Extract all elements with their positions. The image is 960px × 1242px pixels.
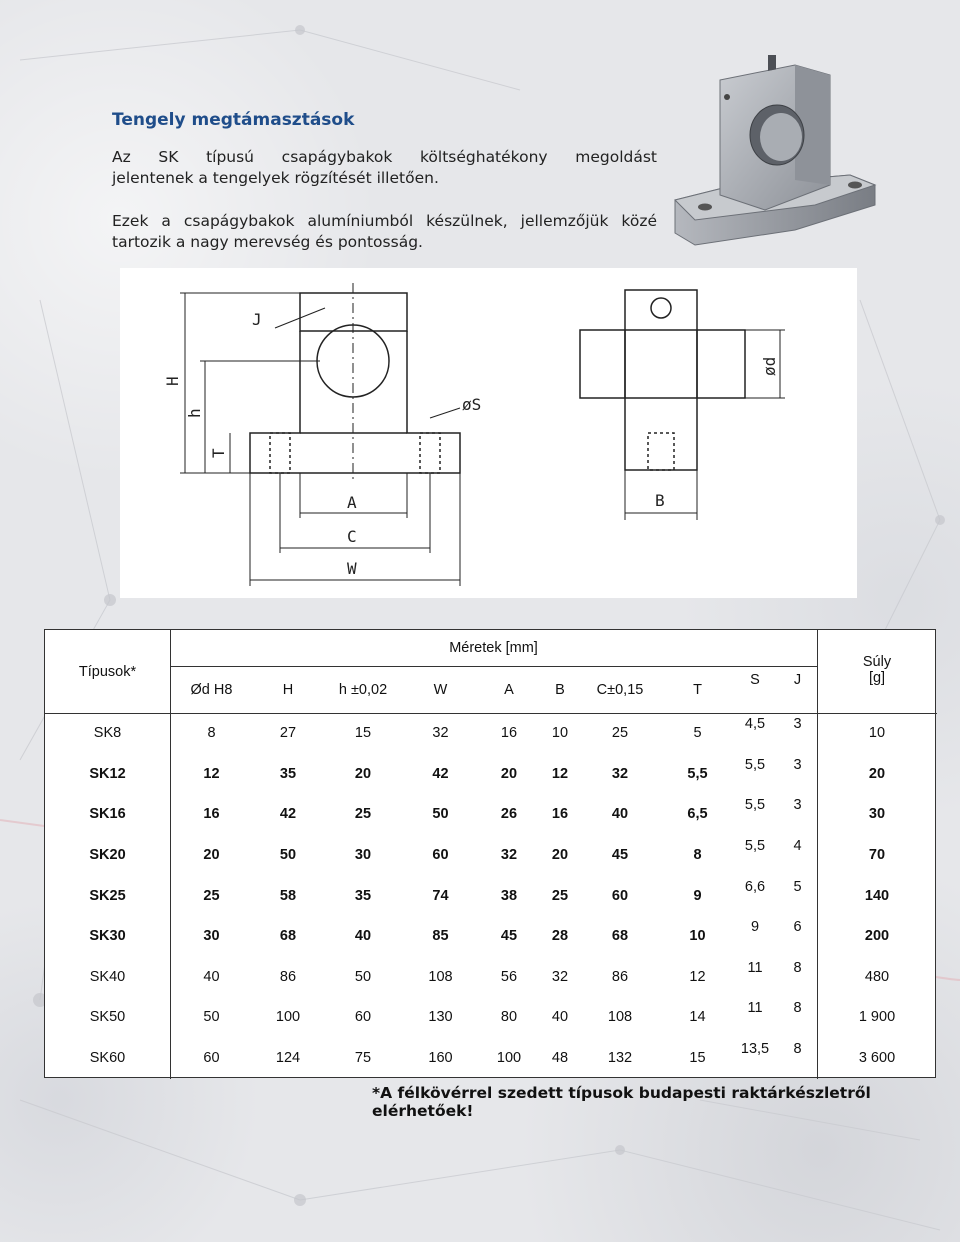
table-cell: 5,5 xyxy=(744,797,766,814)
table-cell: 14 xyxy=(689,1009,706,1026)
label-A: A xyxy=(347,493,357,512)
table-cell: 45 xyxy=(500,928,518,945)
table-cell: 8 xyxy=(207,725,216,742)
table-cell: 9 xyxy=(750,919,760,936)
table-cell: 48 xyxy=(551,1050,569,1067)
table-cell-weight: 20 xyxy=(868,765,886,782)
table-cell: 108 xyxy=(428,968,453,985)
table-cell: 13,5 xyxy=(740,1041,770,1058)
table-cell: 5,5 xyxy=(687,765,708,782)
column-header: H xyxy=(282,682,294,698)
intro-paragraph-2: Ezek a csapágybakok alumíniumból készülnek, jellemzőjük közé tartozik a nagy merevség és pontosság. xyxy=(112,212,657,251)
table-cell: 40 xyxy=(354,928,372,945)
table-cell: 50 xyxy=(432,806,449,823)
table-cell: 5,5 xyxy=(744,838,766,855)
table-cell: 15 xyxy=(354,725,372,742)
table-cell-type: SK60 xyxy=(89,1050,126,1067)
table-cell: 100 xyxy=(275,1009,301,1026)
table-cell: 20 xyxy=(551,847,569,864)
table-cell: 32 xyxy=(611,765,629,782)
table-cell-type: SK50 xyxy=(89,1009,126,1026)
table-cell: 60 xyxy=(611,887,629,904)
table-cell: 124 xyxy=(275,1050,301,1067)
table-cell: 40 xyxy=(551,1009,569,1026)
table-cell: 60 xyxy=(203,1050,220,1067)
table-cell: 50 xyxy=(354,968,372,985)
label-d: ød xyxy=(760,356,779,376)
table-cell: 6 xyxy=(793,919,802,936)
label-J: J xyxy=(252,310,262,329)
table-cell: 20 xyxy=(354,765,372,782)
intro-paragraph-1 xyxy=(112,147,657,189)
table-cell: 30 xyxy=(203,928,220,945)
header-weight xyxy=(817,640,937,700)
table-cell-weight: 480 xyxy=(864,968,890,985)
table-cell: 5 xyxy=(793,878,802,895)
table-cell: 108 xyxy=(607,1009,633,1026)
table-cell: 35 xyxy=(354,887,372,904)
intro-paragraph-1-line-1: Az SK típusú csapágybakok költséghatékony megoldást xyxy=(112,148,657,166)
table-cell: 28 xyxy=(551,928,569,945)
table-cell: 16 xyxy=(500,725,518,742)
table-cell: 6,5 xyxy=(687,806,708,823)
table-cell: 32 xyxy=(432,725,449,742)
table-cell-type: SK16 xyxy=(89,806,126,823)
table-cell: 75 xyxy=(354,1050,372,1067)
table-cell: 20 xyxy=(500,765,518,782)
label-T: T xyxy=(209,448,228,458)
column-header: W xyxy=(433,682,448,698)
footnote: *A félkövérrel szedett típusok budapesti raktárkészletről elérhetőek! xyxy=(372,1084,871,1120)
table-cell: 56 xyxy=(500,968,518,985)
table-cell: 8 xyxy=(793,1000,802,1017)
table-cell: 6,6 xyxy=(744,878,766,895)
table-cell: 25 xyxy=(611,725,629,742)
table-cell: 58 xyxy=(279,887,297,904)
table-cell: 86 xyxy=(279,968,297,985)
table-cell: 132 xyxy=(607,1050,633,1067)
column-header: A xyxy=(504,682,514,698)
table-cell-weight: 200 xyxy=(864,928,890,945)
table-cell: 3 xyxy=(793,797,802,814)
table-cell-weight: 140 xyxy=(864,887,890,904)
table-cell: 12 xyxy=(689,968,706,985)
table-cell: 60 xyxy=(432,847,449,864)
table-cell-type: SK30 xyxy=(89,928,126,945)
table-cell-weight: 30 xyxy=(868,806,886,823)
table-cell: 26 xyxy=(500,806,518,823)
table-cell: 15 xyxy=(689,1050,706,1067)
table-cell-weight: 3 600 xyxy=(858,1050,896,1067)
table-cell: 130 xyxy=(428,1009,453,1026)
table-cell: 4 xyxy=(793,838,802,855)
table-cell-type: SK12 xyxy=(89,765,126,782)
table-cell-weight: 70 xyxy=(868,847,886,864)
table-cell: 8 xyxy=(793,1041,802,1058)
table-cell: 12 xyxy=(551,765,569,782)
table-cell: 32 xyxy=(500,847,518,864)
header-weight-line-1: Súly xyxy=(862,654,892,670)
table-cell: 10 xyxy=(551,725,569,742)
table-cell: 3 xyxy=(793,716,802,733)
table-cell: 12 xyxy=(203,765,220,782)
table-cell-type: SK40 xyxy=(89,968,126,985)
header-types: Típusok* xyxy=(78,663,137,680)
table-cell: 8 xyxy=(793,959,802,976)
table-cell: 86 xyxy=(611,968,629,985)
table-cell: 5 xyxy=(693,725,702,742)
label-H: H xyxy=(163,376,182,386)
shaft-support-product-image xyxy=(665,55,890,255)
dimensions-table xyxy=(44,629,936,1078)
table-cell: 8 xyxy=(693,847,702,864)
table-cell: 4,5 xyxy=(744,716,766,733)
table-divider xyxy=(170,666,817,667)
table-cell: 25 xyxy=(203,887,220,904)
table-cell: 27 xyxy=(279,725,297,742)
table-cell: 35 xyxy=(279,765,297,782)
table-cell: 5,5 xyxy=(744,756,766,773)
intro-paragraph-1-line-2: jelentenek a tengelyek rögzítését illetően. xyxy=(112,169,439,187)
header-dimensions: Méretek [mm] xyxy=(449,640,538,656)
table-cell: 20 xyxy=(203,847,220,864)
table-cell-weight: 1 900 xyxy=(858,1009,896,1026)
column-header: T xyxy=(693,682,702,698)
table-cell: 25 xyxy=(354,806,372,823)
technical-drawing xyxy=(120,268,857,598)
table-cell-type: SK8 xyxy=(93,725,122,742)
table-cell-weight: 10 xyxy=(868,725,886,742)
table-cell: 30 xyxy=(354,847,372,864)
table-cell: 10 xyxy=(689,928,706,945)
label-S: øS xyxy=(462,395,482,414)
label-C: C xyxy=(347,527,357,546)
table-cell: 32 xyxy=(551,968,569,985)
table-cell: 50 xyxy=(203,1009,220,1026)
table-cell: 160 xyxy=(428,1050,453,1067)
column-header: J xyxy=(793,672,802,688)
column-header: h ±0,02 xyxy=(338,682,388,698)
label-W: W xyxy=(347,559,357,578)
column-header: S xyxy=(750,672,760,688)
table-cell: 74 xyxy=(432,887,449,904)
table-cell: 50 xyxy=(279,847,297,864)
label-h: h xyxy=(185,408,204,418)
label-B: B xyxy=(655,491,665,510)
table-cell: 3 xyxy=(793,756,802,773)
table-cell: 16 xyxy=(551,806,569,823)
table-cell: 60 xyxy=(354,1009,372,1026)
table-cell: 11 xyxy=(747,959,763,976)
table-cell: 80 xyxy=(500,1009,518,1026)
table-cell: 16 xyxy=(203,806,220,823)
table-cell: 85 xyxy=(432,928,449,945)
page-title: Tengely megtámasztások xyxy=(112,110,355,130)
table-cell: 40 xyxy=(203,968,220,985)
header-weight-line-2: [g] xyxy=(868,670,886,686)
table-cell: 40 xyxy=(611,806,629,823)
table-cell: 42 xyxy=(432,765,449,782)
table-cell: 42 xyxy=(279,806,297,823)
table-cell: 100 xyxy=(496,1050,522,1067)
table-cell: 25 xyxy=(551,887,569,904)
dimension-drawing xyxy=(120,268,857,598)
table-cell: 9 xyxy=(693,887,702,904)
table-cell: 45 xyxy=(611,847,629,864)
column-header: C±0,15 xyxy=(596,682,644,698)
table-cell: 38 xyxy=(500,887,518,904)
table-cell: 11 xyxy=(747,1000,763,1017)
table-cell: 68 xyxy=(611,928,629,945)
column-header: B xyxy=(555,682,565,698)
table-cell: 68 xyxy=(279,928,297,945)
column-header: Ød H8 xyxy=(190,682,233,698)
table-cell-type: SK25 xyxy=(89,887,126,904)
table-cell-type: SK20 xyxy=(89,847,126,864)
